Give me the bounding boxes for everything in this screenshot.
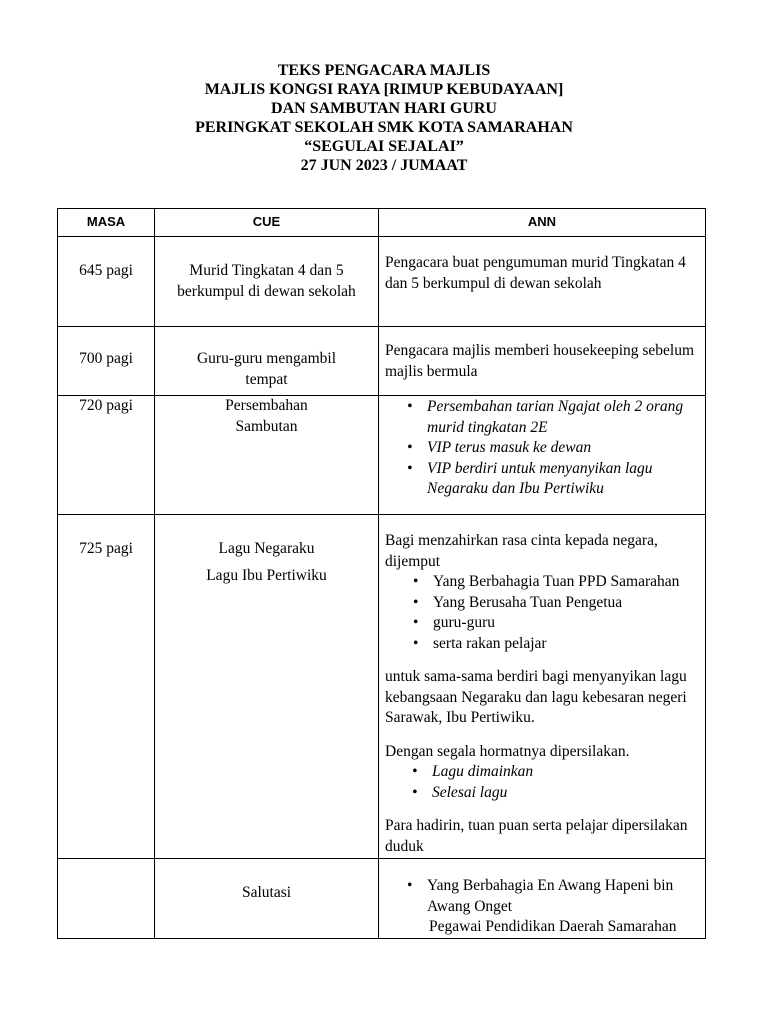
list-item: [412, 783, 701, 804]
salute-title: Pegawai Pendidikan Daerah Samarahan: [429, 918, 677, 935]
list-item-text: Yang Berusaha Tuan Pengetua: [433, 593, 623, 611]
bullet-icon: •: [407, 459, 413, 477]
document-header: [0, 61, 768, 175]
list-item-text: Persembahan tarian Ngajat oleh 2 orang murid tingkatan 2E: [427, 398, 684, 436]
bullet-icon: •: [412, 783, 418, 801]
table-row: [58, 396, 706, 515]
ann-cell: [379, 515, 706, 859]
masa-value: 720 pagi: [79, 397, 133, 414]
list-item-text: Selesai lagu: [432, 783, 508, 801]
cue-value: Persembahan Sambutan: [225, 397, 308, 435]
salute-list: [385, 859, 701, 917]
table-row: [58, 859, 706, 939]
list-item: [413, 593, 701, 614]
bullet-icon: •: [413, 614, 419, 631]
list-item: [407, 459, 701, 500]
ann-value: Pengacara buat pengumuman murid Tingkatan 4 dan 5 berkumpul di dewan sekolah: [385, 254, 686, 292]
masa-cell: [58, 515, 155, 859]
masa-cell: [58, 396, 155, 515]
masa-cell: [58, 237, 155, 327]
cue-value: Murid Tingkatan 4 dan 5 berkumpul di dewan sekolah: [177, 262, 356, 300]
header-theme: “SEGULAI SEJALAI”: [304, 138, 464, 155]
col-header-cue: CUE: [155, 209, 379, 237]
list-item: [413, 572, 701, 593]
col-header-masa: MASA: [58, 209, 155, 237]
cue-value: Salutasi: [241, 884, 292, 901]
action-list: [385, 762, 701, 803]
program-table: [57, 208, 706, 939]
cue-value: Lagu Ibu Pertiwiku: [206, 566, 327, 584]
ann-cell: [379, 396, 706, 515]
list-item-text: VIP terus masuk ke dewan: [427, 439, 592, 456]
cue-cell: [155, 859, 379, 939]
list-item-text: VIP berdiri untuk menyanyikan lagu Negaraku dan Ibu Pertiwiku: [427, 459, 653, 497]
list-item-text: Yang Berbahagia En Awang Hapeni bin Awang Onget: [427, 877, 674, 915]
ann-paragraph: Dengan segala hormatnya dipersilakan.: [385, 742, 630, 760]
masa-cell: [58, 327, 155, 396]
masa-value: 700 pagi: [79, 350, 133, 367]
header-date: 27 JUN 2023 / JUMAAT: [300, 157, 468, 174]
table-header-row: [58, 209, 706, 237]
header-level: PERINGKAT SEKOLAH SMK KOTA SAMARAHAN: [195, 119, 573, 136]
list-item: [413, 613, 701, 634]
bullet-icon: •: [413, 593, 419, 611]
ann-paragraph: Para hadirin, tuan puan serta pelajar dipersilakan duduk: [385, 817, 688, 855]
list-item: [407, 397, 701, 438]
ann-cell: [379, 859, 706, 939]
table-row: [58, 515, 706, 859]
bullet-icon: •: [413, 634, 419, 652]
list-item: [412, 762, 701, 783]
masa-value: 645 pagi: [79, 262, 133, 279]
list-item-text: Yang Berbahagia Tuan PPD Samarahan: [433, 573, 680, 590]
ann-cell: [379, 327, 706, 396]
ann-bullet-list: [385, 396, 701, 500]
header-event: MAJLIS KONGSI RAYA [RIMUP KEBUDAYAAN]: [204, 81, 564, 98]
bullet-icon: •: [407, 439, 413, 456]
list-item-text: serta rakan pelajar: [433, 634, 547, 652]
ann-paragraph: untuk sama-sama berdiri bagi menyanyikan lagu kebangsaan Negaraku dan lagu kebesaran negeri Sarawak, Ibu Pertiwiku.: [385, 668, 687, 726]
bullet-icon: •: [412, 763, 418, 780]
cue-cell: [155, 515, 379, 859]
masa-value: 725 pagi: [79, 540, 133, 557]
table-row: [58, 237, 706, 327]
cue-cell: [155, 327, 379, 396]
masa-cell: [58, 859, 155, 939]
bullet-icon: •: [407, 877, 413, 894]
list-item-text: guru-guru: [433, 614, 495, 631]
cue-value: Lagu Negaraku: [218, 540, 315, 557]
header-subevent: DAN SAMBUTAN HARI GURU: [271, 100, 497, 117]
ann-value: Pengacara majlis memberi housekeeping sebelum majlis bermula: [385, 342, 695, 380]
list-item: [413, 634, 701, 655]
list-item: [407, 438, 701, 459]
ann-intro: Bagi menzahirkan rasa cinta kepada negara, dijemput: [385, 532, 658, 570]
ann-cell: [379, 237, 706, 327]
table-row: [58, 327, 706, 396]
col-header-ann: ANN: [379, 209, 706, 237]
cue-value: Guru-guru mengambil tempat: [196, 350, 337, 388]
cue-cell: [155, 237, 379, 327]
cue-cell: [155, 396, 379, 515]
header-title: TEKS PENGACARA MAJLIS: [277, 62, 491, 79]
list-item-text: Lagu dimainkan: [432, 763, 534, 780]
list-item: [407, 876, 701, 917]
guest-list: [385, 572, 701, 654]
bullet-icon: •: [407, 398, 413, 415]
bullet-icon: •: [413, 573, 419, 590]
